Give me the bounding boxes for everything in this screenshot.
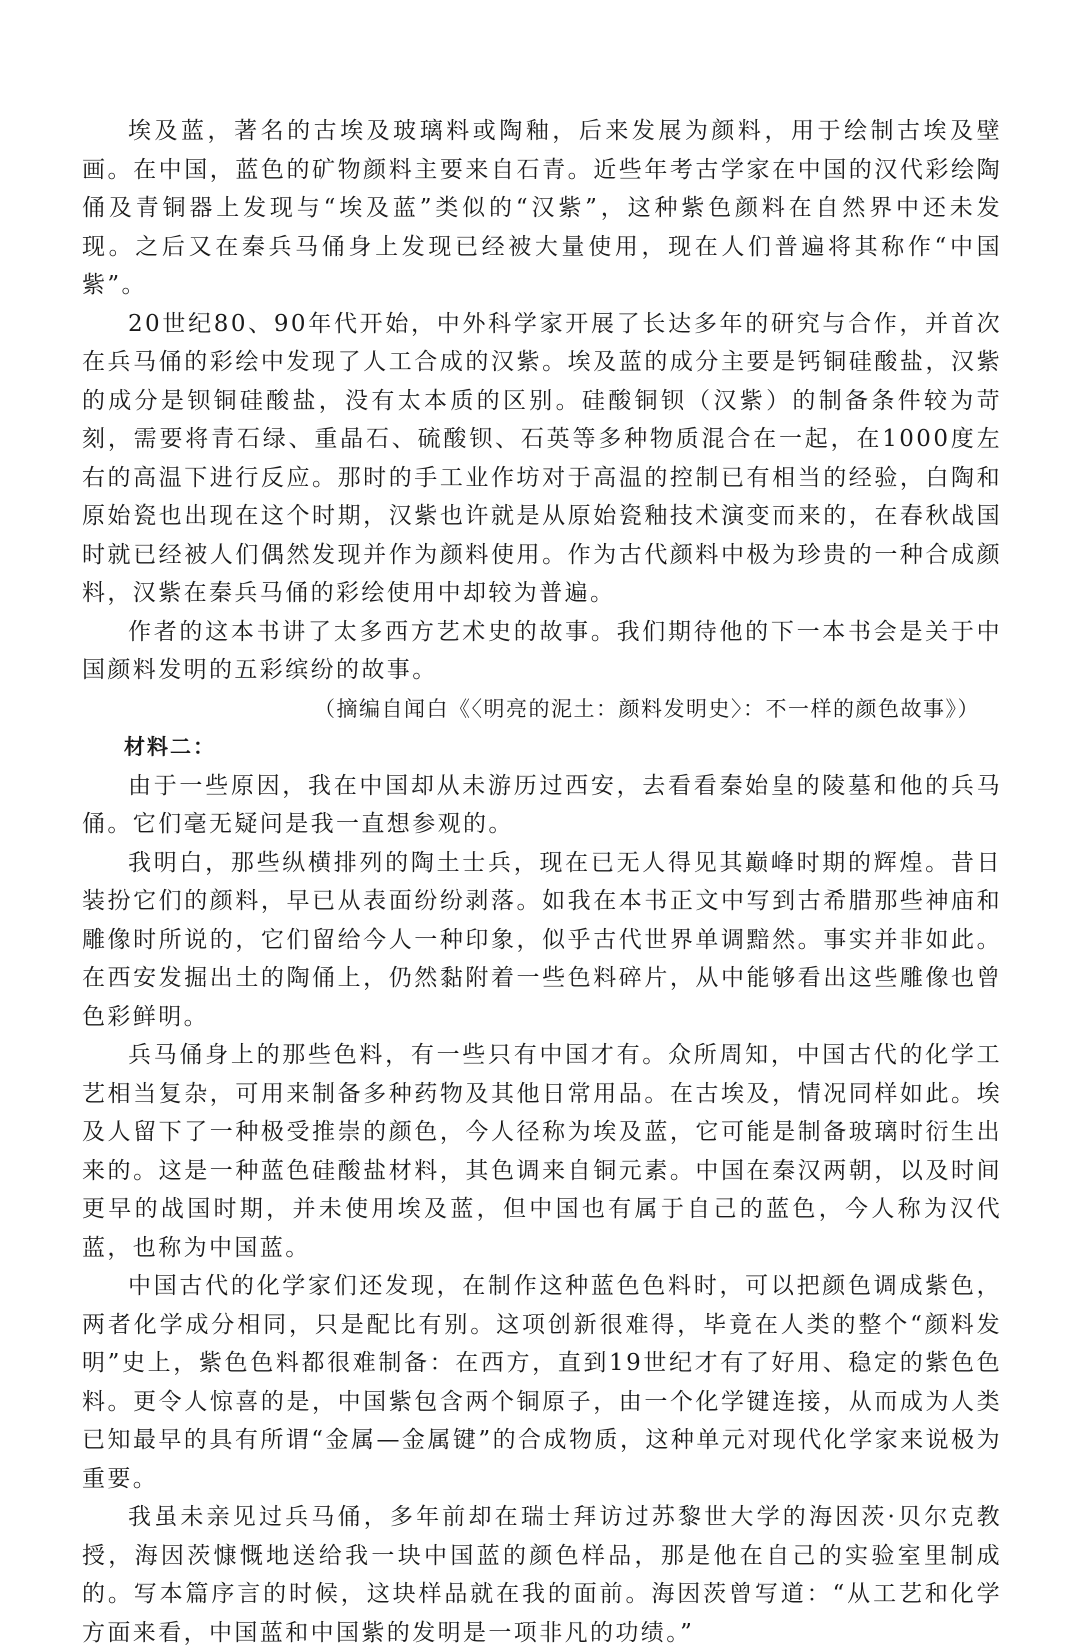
- paragraph-author-expectation: 作者的这本书讲了太多西方艺术史的故事。我们期待他的下一本书会是关于中国颜料发明的五彩缤纷的故事。: [82, 618, 1002, 683]
- paragraph-han-purple-research: 20世纪80、90年代开始，中外科学家开展了长达多年的研究与合作，并首次在兵马俑的彩绘中发现了人工合成的汉紫。埃及蓝的成分主要是钙铜硅酸盐，汉紫的成分是钡铜硅酸盐，没有太本质的区别。硅酸铜钡（汉紫）的制备条件较为苛刻，需要将青石绿、重晶石、硫酸钡、石英等多种物质混合在一起，在1000度左右的高温下进行反应。那时的手工业作坊对于高温的控制已有相当的经验，白陶和原始瓷也出现在这个时期，汉紫也许就是从原始瓷釉技术演变而来的，在春秋战国时就已经被人们偶然发现并作为颜料使用。作为古代颜料中极为珍贵的一种合成颜料，汉紫在秦兵马俑的彩绘使用中却较为普遍。: [82, 310, 1002, 606]
- paragraph-chinese-blue: 兵马俑身上的那些色料，有一些只有中国才有。众所周知，中国古代的化学工艺相当复杂，可用来制备多种药物及其他日常用品。在古埃及，情况同样如此。埃及人留下了一种极受推崇的颜色，今人径称为埃及蓝，它可能是制备玻璃时衍生出来的。这是一种蓝色硅酸盐材料，其色调来自铜元素。中国在秦汉两朝，以及时间更早的战国时期，并未使用埃及蓝，但中国也有属于自己的蓝色，今人称为汉代蓝，也称为中国蓝。: [82, 1042, 1002, 1261]
- source-citation: （摘编自闻白《〈明亮的泥土：颜料发明史〉：不一样的颜色故事》）: [314, 696, 980, 721]
- document-page: [82, 112, 1002, 1652]
- paragraph-xian-visit: 由于一些原因，我在中国却从未游历过西安，去看看秦始皇的陵墓和他的兵马俑。它们毫无疑问是我一直想参观的。: [82, 772, 1002, 837]
- section-heading-material-two: 材料二：: [124, 735, 216, 759]
- paragraph-chinese-purple: 中国古代的化学家们还发现，在制作这种蓝色色料时，可以把颜色调成紫色，两者化学成分相同，只是配比有别。这项创新很难得，毕竟在人类的整个“颜料发明”史上，紫色色料都很难制备：在西方，直到19世纪才有了好用、稳定的紫色色料。更令人惊喜的是，中国紫包含两个铜原子，由一个化学键连接，从而成为人类已知最早的具有所谓“金属—金属键”的合成物质，这种单元对现代化学家来说极为重要。: [82, 1273, 1002, 1492]
- paragraph-egyptian-blue: 埃及蓝，著名的古埃及玻璃料或陶釉，后来发展为颜料，用于绘制古埃及壁画。在中国，蓝色的矿物颜料主要来自石青。近些年考古学家在中国的汉代彩绘陶俑及青铜器上发现与“埃及蓝”类似的“汉紫”，这种紫色颜料在自然界中还未发现。之后又在秦兵马俑身上发现已经被大量使用，现在人们普遍将其称作“中国紫”。: [82, 118, 1002, 298]
- paragraph-professor-berke: 我虽未亲见过兵马俑，多年前却在瑞士拜访过苏黎世大学的海因茨·贝尔克教授，海因茨慷慨地送给我一块中国蓝的颜色样品，那是他在自己的实验室里制成的。写本篇序言的时候，这块样品就在我的面前。海因茨曾写道：“从工艺和化学方面来看，中国蓝和中国紫的发明是一项非凡的功绩。”: [82, 1504, 1002, 1646]
- paragraph-terracotta-colors: 我明白，那些纵横排列的陶土士兵，现在已无人得见其巅峰时期的辉煌。昔日装扮它们的颜料，早已从表面纷纷剥落。如我在本书正文中写到古希腊那些神庙和雕像时所说的，它们留给今人一种印象，似乎古代世界单调黯然。事实并非如此。在西安发掘出土的陶俑上，仍然黏附着一些色料碎片，从中能够看出这些雕像也曾色彩鲜明。: [82, 849, 1002, 1030]
